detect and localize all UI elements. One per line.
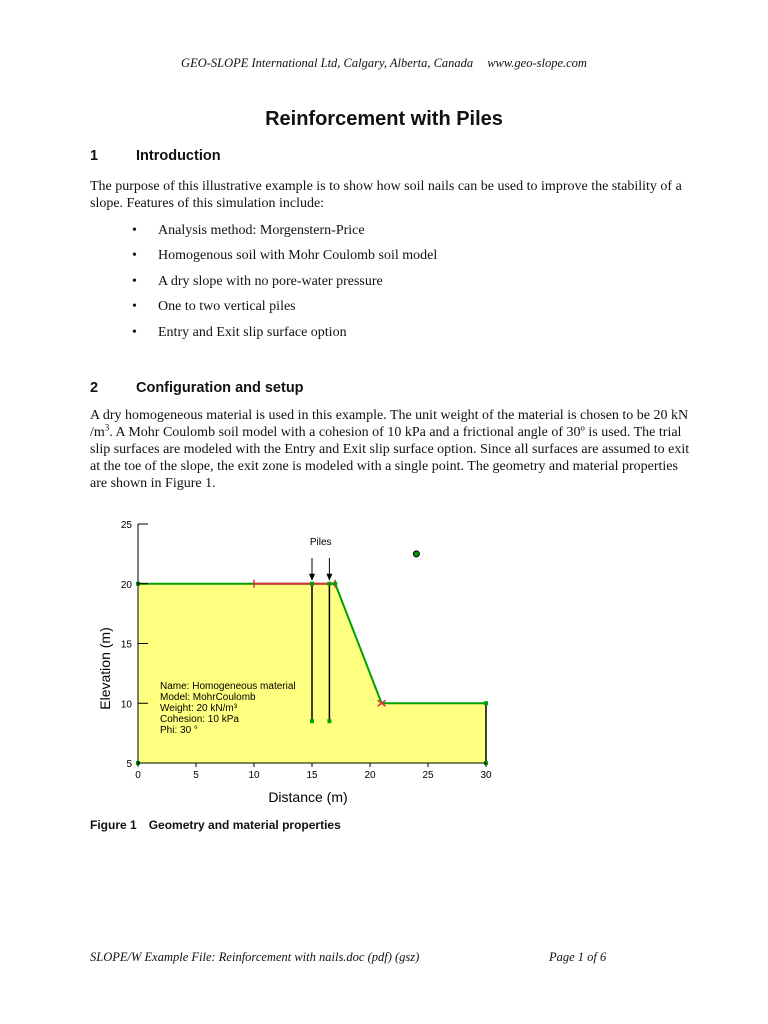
header-company: GEO-SLOPE International Ltd, Calgary, Alberta, Canada [181, 56, 474, 70]
header-website[interactable]: www.geo-slope.com [487, 56, 587, 70]
section-heading-configuration [90, 380, 304, 396]
intro-paragraph: The purpose of this illustrative example is to show how soil nails can be used to improve the stability of a slope. Features of this simulation include: [90, 179, 682, 211]
x-tick-label: 0 [135, 770, 141, 781]
figure-geometry [90, 508, 510, 813]
y-tick-label: 15 [120, 639, 132, 651]
page-header [0, 56, 768, 71]
slip-center-point [413, 551, 419, 557]
caption-number: Figure 1 [90, 818, 137, 832]
bullet-icon: • [132, 299, 137, 315]
x-tick-label: 10 [248, 770, 260, 781]
piles-label: Piles [309, 537, 332, 548]
material-label-line: Model: MohrCoulomb [160, 692, 256, 703]
geometry-node [484, 701, 488, 705]
x-tick-label: 15 [306, 770, 318, 781]
list-item [132, 222, 437, 247]
footer-page-number: Page 1 of 6 [549, 950, 607, 964]
list-item-text: Entry and Exit slip surface option [158, 324, 347, 340]
geometry-node [333, 582, 337, 586]
bullet-icon: • [132, 273, 137, 289]
y-tick-label: 25 [120, 520, 132, 531]
list-item-text: A dry slope with no pore-water pressure [158, 273, 383, 289]
y-axis-label: Elevation (m) [97, 627, 113, 710]
feature-list [132, 222, 437, 349]
list-item-text: Analysis method: Morgenstern-Price [158, 223, 365, 238]
section-title: Configuration and setup [136, 380, 304, 396]
list-item-text: Homogenous soil with Mohr Coulomb soil model [158, 248, 438, 264]
section-title: Introduction [136, 148, 221, 164]
pile-top-node [310, 582, 314, 586]
geometry-diagram [90, 508, 510, 808]
list-item [132, 247, 437, 272]
section-number: 2 [90, 380, 99, 396]
material-label-line: Name: Homogeneous material [160, 681, 296, 692]
caption-text: Geometry and material properties [148, 818, 341, 832]
pile-bottom-node [327, 719, 331, 723]
list-item-text: One to two vertical piles [158, 299, 296, 315]
section-heading-introduction [90, 148, 221, 164]
superscript: 3 [104, 422, 110, 433]
x-tick-label: 20 [364, 770, 376, 781]
x-tick-label: 5 [193, 770, 199, 781]
plot-area [97, 520, 492, 805]
x-tick-label: 25 [422, 770, 434, 781]
material-label-line: Cohesion: 10 kPa [160, 714, 239, 725]
x-axis-label: Distance (m) [268, 789, 348, 805]
pile-arrow-head [326, 574, 332, 581]
list-item [132, 324, 437, 349]
bullet-icon: • [132, 324, 137, 340]
y-tick-label: 5 [126, 759, 132, 770]
material-label-line: Phi: 30 ° [160, 725, 198, 736]
document-title: Reinforcement with Piles [265, 108, 503, 130]
y-tick-label: 10 [120, 699, 132, 711]
pile-arrow-head [309, 574, 315, 581]
list-item [132, 273, 437, 298]
pile-bottom-node [310, 719, 314, 723]
configuration-paragraph [90, 407, 690, 492]
paragraph-text: A dry homogeneous material is used in this example. The unit weight of the material is chosen to be 20 kN /m [90, 408, 689, 440]
x-tick-label: 30 [480, 770, 492, 781]
y-tick-label: 20 [120, 579, 132, 591]
material-label-line: Weight: 20 kN/m³ [160, 703, 238, 714]
bullet-icon: • [132, 223, 137, 238]
section-number: 1 [90, 148, 99, 164]
bullet-icon: • [132, 248, 137, 264]
paragraph-text: . A Mohr Coulomb soil model with a cohesion of 10 kPa and a frictional angle of 30º is used. The trial slip surfaces are modeled with the Entry and Exit slip surface option. Since all surfaces are assumed to exit at the toe of the slope, the exit zone is modeled with a single point. The geometry and material properties are shown in Figure 1. [90, 425, 690, 491]
list-item [132, 298, 437, 323]
pile-top-node [327, 582, 331, 586]
figure-caption [90, 818, 341, 832]
footer-file-info: SLOPE/W Example File: Reinforcement with nails.doc (pdf) (gsz) [90, 950, 420, 964]
